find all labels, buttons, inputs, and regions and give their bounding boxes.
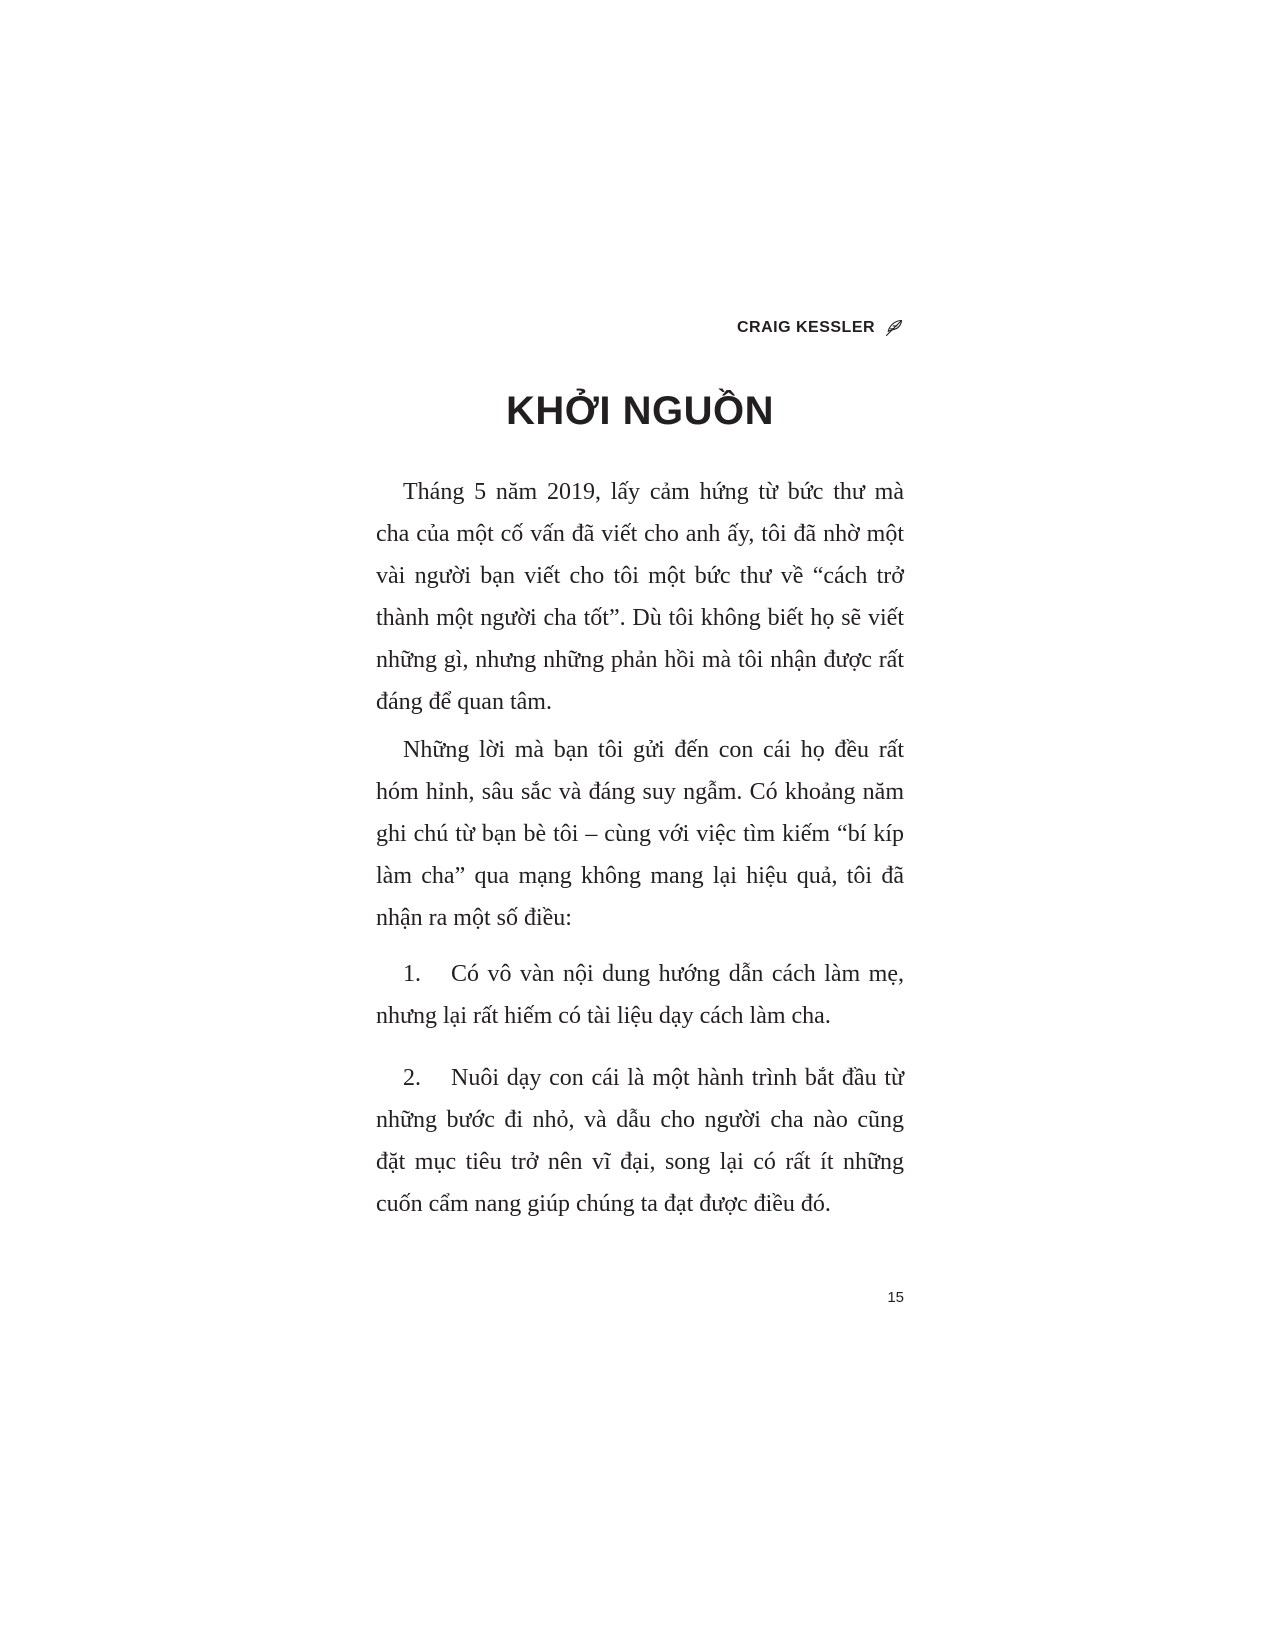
- paragraph: Những lời mà bạn tôi gửi đến con cái họ đều rất hóm hỉnh, sâu sắc và đáng suy ngẫm. Có khoảng năm ghi chú từ bạn bè tôi – cùng với việc tìm kiếm “bí kíp làm cha” qua mạng không mang lại hiệu quả, tôi đã nhận ra một số điều:: [376, 737, 904, 931]
- list-text: Nuôi dạy con cái là một hành trình bắt đầu từ những bước đi nhỏ, và dẫu cho người cha nào cũng đặt mục tiêu trở nên vĩ đại, song lại có rất ít những cuốn cẩm nang giúp chúng ta đạt được điều đó.: [376, 1065, 904, 1217]
- list-item: [376, 953, 904, 1037]
- list-text: Có vô vàn nội dung hướng dẫn cách làm mẹ, nhưng lại rất hiếm có tài liệu dạy cách làm cha.: [376, 961, 904, 1029]
- list-item: [376, 1057, 904, 1225]
- list-number: 1.: [403, 961, 421, 987]
- list-number: 2.: [403, 1065, 421, 1091]
- running-header: [376, 314, 904, 342]
- feather-icon: [884, 318, 904, 338]
- body-text: [376, 471, 904, 1245]
- author-name: CRAIG KESSLER: [736, 319, 876, 336]
- page-number: 15: [887, 1289, 904, 1306]
- chapter-title: KHỞI NGUỒN: [505, 389, 774, 433]
- paragraph: Tháng 5 năm 2019, lấy cảm hứng từ bức thư mà cha của một cố vấn đã viết cho anh ấy, tôi đã nhờ một vài người bạn viết cho tôi một bức thư về “cách trở thành một người cha tốt”. Dù tôi không biết họ sẽ viết những gì, nhưng những phản hồi mà tôi nhận được rất đáng để quan tâm.: [376, 479, 904, 715]
